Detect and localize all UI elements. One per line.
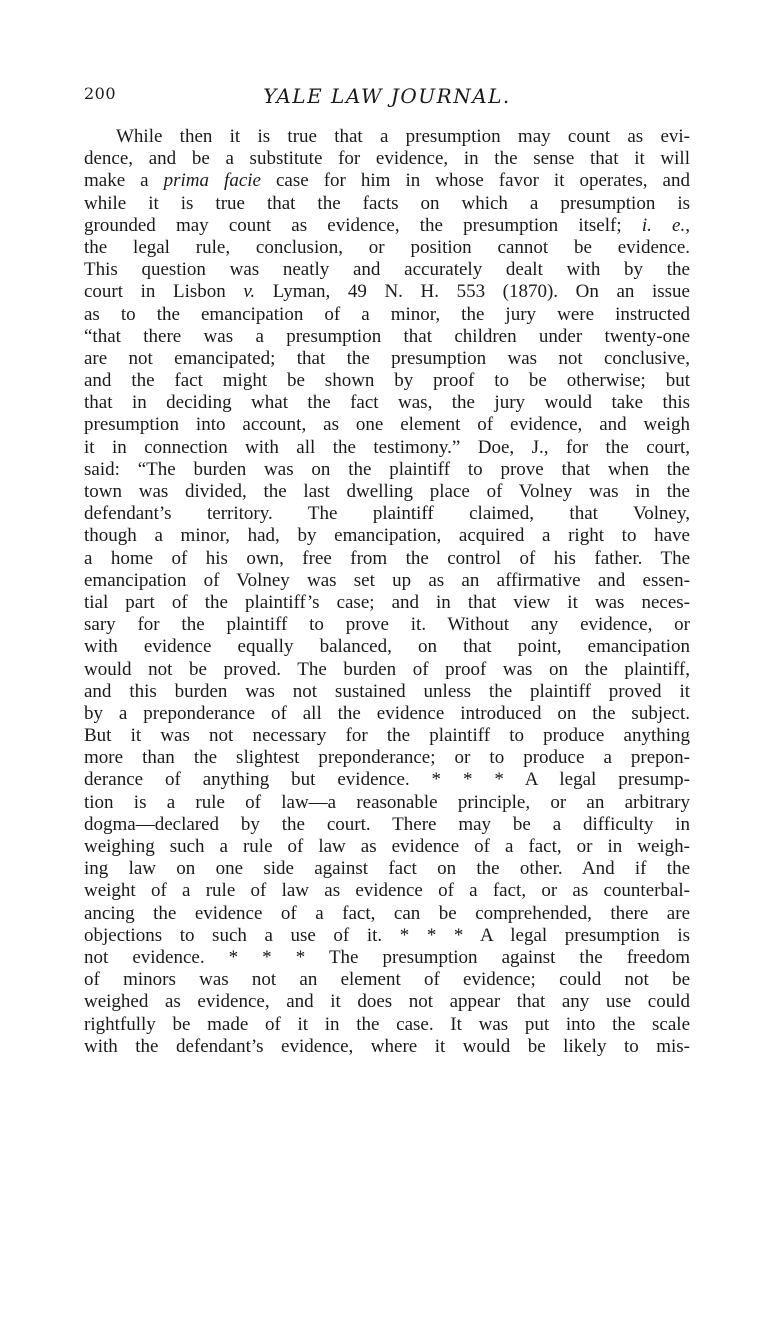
text-line: it in connection with all the testimony.” Doe, J., for the court,	[84, 436, 690, 458]
text-line: and this burden was not sustained unless the plaintiff proved it	[84, 680, 690, 702]
text-segment: make a	[84, 170, 164, 192]
italic-phrase: prima facie	[163, 170, 261, 192]
text-segment: grounded may count as evidence, the presumption itself;	[84, 214, 642, 236]
text-line: said: “The burden was on the plaintiff to prove that when the	[84, 458, 690, 480]
text-line: tial part of the plaintiff’s case; and in that view it was neces-	[84, 591, 690, 613]
text-line: “that there was a presumption that children under twenty-one	[84, 325, 690, 347]
text-line	[84, 215, 690, 237]
text-line: weighing such a rule of law as evidence of a fact, or in weigh-	[84, 836, 690, 857]
text-line: rightfully be made of it in the case. It was put into the scale	[84, 1013, 690, 1035]
text-line	[84, 170, 690, 192]
text-line: derance of anything but evidence. * * * A legal presump-	[84, 769, 690, 791]
journal-title: YALE LAW JOURNAL.	[263, 84, 511, 108]
text-line: emancipation of Volney was set up as an affirmative and essen-	[84, 569, 690, 591]
text-line	[84, 281, 690, 303]
text-line: But it was not necessary for the plaintiff to produce anything	[84, 725, 690, 747]
body-paragraph	[84, 126, 690, 1058]
text-line: While then it is true that a presumption may count as evi-	[116, 126, 690, 147]
page-number: 200	[84, 84, 117, 103]
text-line: with evidence equally balanced, on that point, emancipation	[84, 636, 690, 658]
text-line: while it is true that the facts on which a presumption is	[84, 192, 690, 214]
text-line: presumption into account, as one element of evidence, and weigh	[84, 414, 690, 436]
text-segment: Lyman, 49 N. H. 553 (1870). On an issue	[255, 281, 690, 303]
text-line: weight of a rule of law as evidence of a fact, or as counterbal-	[84, 880, 690, 902]
text-line: the legal rule, conclusion, or position cannot be evidence.	[84, 236, 690, 258]
text-line: more than the slightest preponderance; or to produce a prepon-	[84, 747, 690, 769]
text-line: though a minor, had, by emancipation, acquired a right to have	[84, 525, 690, 547]
text-line: a home of his own, free from the control of his father. The	[84, 547, 690, 569]
text-line: tion is a rule of law—a reasonable principle, or an arbitrary	[84, 791, 690, 813]
text-line: ancing the evidence of a fact, can be comprehended, there are	[84, 902, 690, 924]
text-line: ing law on one side against fact on the other. And if the	[84, 858, 690, 880]
text-line: are not emancipated; that the presumption was not conclusive,	[84, 347, 690, 369]
running-head	[84, 84, 690, 112]
text-line: dogma—declared by the court. There may be a difficulty in	[84, 813, 690, 835]
text-line: and the fact might be shown by proof to be otherwise; but	[84, 370, 690, 392]
text-segment: court in Lisbon	[84, 281, 244, 303]
text-line: town was divided, the last dwelling place of Volney was in the	[84, 481, 690, 502]
text-line: weighed as evidence, and it does not appear that any use could	[84, 991, 690, 1013]
text-line: defendant’s territory. The plaintiff claimed, that Volney,	[84, 503, 690, 525]
text-line: would not be proved. The burden of proof was on the plaintiff,	[84, 658, 690, 680]
text-line: by a preponderance of all the evidence introduced on the subject.	[84, 702, 690, 724]
text-line: dence, and be a substitute for evidence, in the sense that it will	[84, 148, 690, 170]
text-line: not evidence. * * * The presumption against the freedom	[84, 946, 690, 968]
italic-phrase: i. e.,	[641, 214, 690, 236]
text-segment: case for him in whose favor it operates, and	[260, 170, 690, 192]
text-line: sary for the plaintiff to prove it. Without any evidence, or	[84, 614, 690, 636]
text-line: with the defendant’s evidence, where it would be likely to mis-	[84, 1035, 690, 1057]
text-line: of minors was not an element of evidence; could not be	[84, 969, 690, 991]
text-line: as to the emancipation of a minor, the jury were instructed	[84, 303, 690, 325]
text-line: objections to such a use of it. * * * A legal presumption is	[84, 924, 690, 946]
text-line: that in deciding what the fact was, the jury would take this	[84, 392, 690, 414]
italic-phrase: v.	[243, 281, 256, 303]
text-line: This question was neatly and accurately dealt with by the	[84, 259, 690, 281]
